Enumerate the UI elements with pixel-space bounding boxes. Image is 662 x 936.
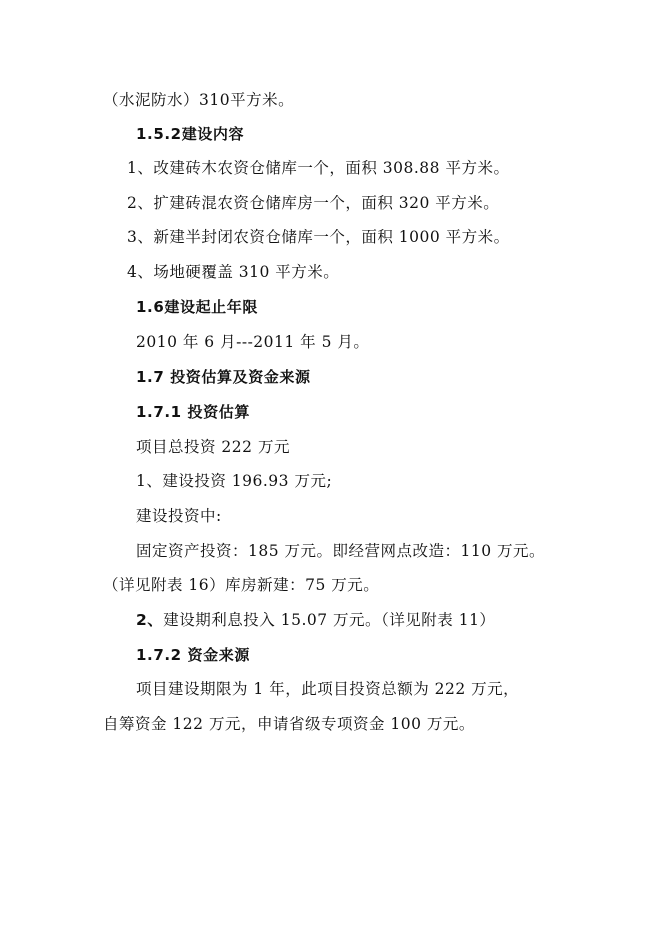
- list-number: 2、: [136, 611, 164, 629]
- paragraph-line: 建设投资中:: [136, 507, 222, 525]
- paragraph-line: [136, 609, 495, 631]
- paragraph-line: 1、建设投资 196.93 万元;: [136, 472, 333, 490]
- section-heading-1-7-2: 1.7.2 资金来源: [136, 646, 250, 664]
- list-item: 2、扩建砖混农资仓储库房一个，面积 320 平方米。: [127, 194, 500, 212]
- list-item: 1、改建砖木农资仓储库一个，面积 308.88 平方米。: [127, 159, 510, 177]
- paragraph-text: 建设期利息投入 15.07 万元。（详见附表 11）: [163, 611, 496, 629]
- list-item: 3、新建半封闭农资仓储库一个，面积 1000 平方米。: [127, 228, 510, 246]
- paragraph-line: 2010 年 6 月---2011 年 5 月。: [136, 333, 370, 351]
- list-item: 4、场地硬覆盖 310 平方米。: [127, 263, 340, 281]
- paragraph-line: 项目建设期限为 1 年，此项目投资总额为 222 万元，: [136, 680, 520, 698]
- section-heading-1-7: 1.7 投资估算及资金来源: [136, 368, 311, 386]
- paragraph-line: （水泥防水）310平方米。: [103, 91, 295, 109]
- section-heading-1-6: 1.6建设起止年限: [136, 298, 258, 316]
- paragraph-line: 固定资产投资：185 万元。即经营网点改造：110 万元。: [136, 542, 546, 560]
- paragraph-line: 自筹资金 122 万元，申请省级专项资金 100 万元。: [103, 715, 475, 733]
- section-heading-1-7-1: 1.7.1 投资估算: [136, 403, 250, 421]
- paragraph-line: （详见附表 16）库房新建：75 万元。: [103, 576, 380, 594]
- section-heading-1-5-2: 1.5.2建设内容: [136, 125, 245, 143]
- paragraph-line: 项目总投资 222 万元: [136, 438, 290, 456]
